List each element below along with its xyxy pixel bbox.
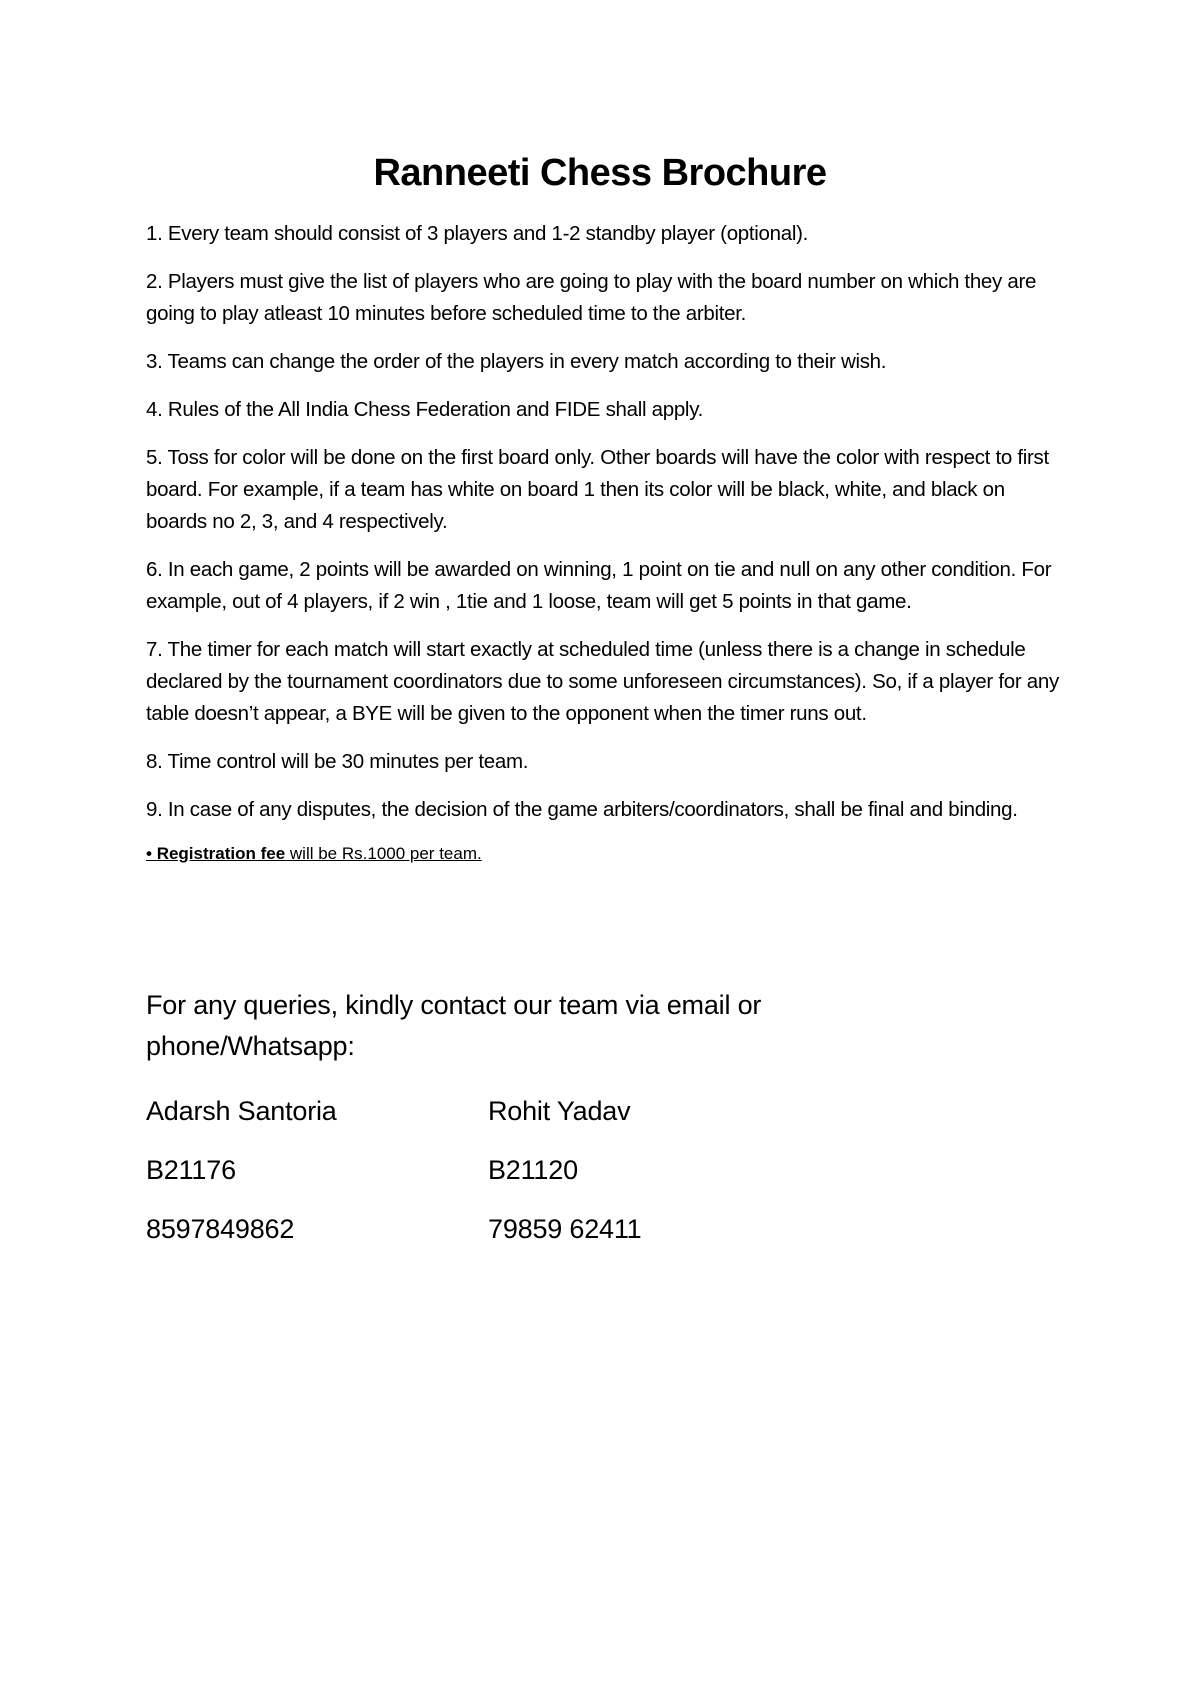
- contact-card-adarsh: [146, 1092, 446, 1269]
- contact-id: B21120: [488, 1155, 578, 1185]
- rule-item: 2. Players must give the list of players who are going to play with the board number on which they are going to play atleast 10 minutes before scheduled time to the arbiter.: [146, 270, 1037, 325]
- fee-text: will be Rs.1000 per team.: [285, 844, 482, 863]
- registration-fee-note: [146, 842, 1066, 866]
- contacts-table: [146, 1092, 786, 1282]
- page-title: Ranneeti Chess Brochure: [373, 152, 827, 194]
- rule-item: 8. Time control will be 30 minutes per team.: [146, 750, 529, 773]
- bullet-icon: •: [146, 844, 152, 863]
- rule-item: 3. Teams can change the order of the players in every match according to their wish.: [146, 350, 887, 373]
- rule-item: 4. Rules of the All India Chess Federation and FIDE shall apply.: [146, 398, 704, 421]
- contact-phone: 79859 62411: [488, 1214, 642, 1244]
- contact-name: Rohit Yadav: [488, 1096, 631, 1126]
- fee-label: Registration fee: [156, 844, 286, 863]
- contact-phone: 8597849862: [146, 1214, 295, 1244]
- rule-item: 9. In case of any disputes, the decision of the game arbiters/coordinators, shall be final and binding.: [146, 798, 1018, 821]
- rule-item: 6. In each game, 2 points will be awarded on winning, 1 point on tie and null on any other condition. For example, out of 4 players, if 2 win , 1tie and 1 loose, team will get 5 points in that game.: [146, 558, 1052, 613]
- rule-item: 1. Every team should consist of 3 players and 1-2 standby player (optional).: [146, 222, 809, 245]
- contact-id: B21176: [146, 1155, 236, 1185]
- rules-list: [146, 218, 1066, 866]
- contact-intro: For any queries, kindly contact our team via email or phone/Whatsapp:: [146, 990, 762, 1061]
- contact-card-rohit: [488, 1092, 788, 1269]
- contact-name: Adarsh Santoria: [146, 1096, 337, 1126]
- rule-item: 5. Toss for color will be done on the first board only. Other boards will have the color with respect to first board. For example, if a team has white on board 1 then its color will be black, white, and black on boards no 2, 3, and 4 respectively.: [146, 446, 1049, 533]
- rule-item: 7. The timer for each match will start exactly at scheduled time (unless there is a change in schedule declared by the tournament coordinators due to some unforeseen circumstances). So, if a player for any table doesn’t appear, a BYE will be given to the opponent when the timer runs out.: [146, 638, 1059, 725]
